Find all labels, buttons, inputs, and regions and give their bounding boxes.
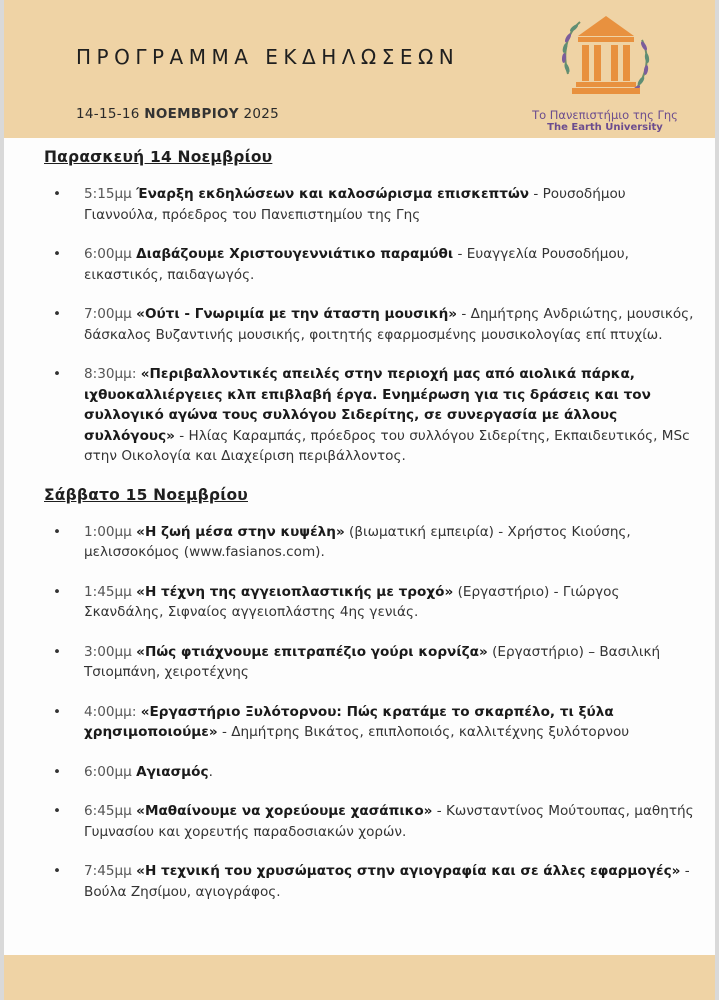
day-heading: Σάββατο 15 Νοεμβρίου xyxy=(44,485,248,504)
event-details: (Εργαστήριο) - Γιώργος Σκανδάλης, Σιφναίος αγγειοπλάστης 4ης γενιάς. xyxy=(84,583,620,620)
event-item xyxy=(44,861,694,902)
event-dates xyxy=(76,106,279,122)
event-item xyxy=(44,702,694,743)
page-title: ΠΡΟΓΡΑΜΜΑ ΕΚΔΗΛΩΣΕΩΝ xyxy=(76,45,460,69)
event-title: «Μαθαίνουμε να χορεύουμε χασάπικο» xyxy=(136,803,433,819)
header-banner xyxy=(4,0,715,138)
day-section-friday xyxy=(44,148,694,467)
event-item xyxy=(44,522,694,563)
dates-days: 14-15-16 xyxy=(76,106,145,122)
event-title: «Πώς φτιάχνουμε επιτραπέζιο γούρι κορνίζα» xyxy=(136,643,488,660)
event-details: - Ρουσοδήμου Γιαννούλα, πρόεδρος του Πανεπιστημίου της Γης xyxy=(84,186,626,223)
event-title: «Η τέχνη της αγγειοπλαστικής με τροχό» xyxy=(136,583,454,600)
dates-month: ΝΟΕΜΒΡΙΟΥ xyxy=(144,106,239,122)
event-item xyxy=(44,244,694,285)
event-title: «Η τεχνική του χρυσώματος στην αγιογραφία και σε άλλες εφαρμογές» xyxy=(136,863,681,879)
earth-university-logo xyxy=(530,12,680,132)
event-details: (βιωματική εμπειρία) - Χρήστος Κιούσης, μελισσοκόμος (www.fasianos.com). xyxy=(84,523,631,560)
event-item xyxy=(44,762,694,783)
temple-with-olive-wreath-icon xyxy=(558,12,654,104)
event-item xyxy=(44,364,694,467)
program-content xyxy=(44,148,694,921)
event-details: . xyxy=(208,763,213,780)
event-details: - Δημήτρης Ανδριώτης, μουσικός, δάσκαλος Βυζαντινής μουσικής, φοιτητής εφαρμοσμένης μουσικολογίας επί πτυχίω. xyxy=(84,306,694,343)
footer-banner xyxy=(4,955,715,1000)
event-time: 4:00μμ: xyxy=(84,703,141,720)
event-item xyxy=(44,642,694,683)
event-title: «Εργαστήριο Ξυλότορνου: Πώς κρατάμε το σκαρπέλο, τι ξύλα χρησιμοποιούμε» xyxy=(84,703,614,740)
event-title: Αγιασμός xyxy=(136,763,209,780)
event-time: 6:45μμ xyxy=(84,803,137,819)
logo-english-name: The Earth University xyxy=(547,122,663,133)
event-time: 1:45μμ xyxy=(84,583,137,600)
event-time: 6:00μμ xyxy=(84,763,137,780)
event-details: - Δημήτρης Βικάτος, επιπλοποιός, καλλιτέχνης ξυλότορνου xyxy=(217,724,630,740)
event-title: «Η ζωή μέσα στην κυψέλη» xyxy=(136,523,345,540)
event-details: - Βούλα Ζησίμου, αγιογράφος. xyxy=(84,863,690,900)
event-details: - Κωνσταντίνος Μούτουπας, μαθητής Γυμνασίου και χορευτής παραδοσιακών χορών. xyxy=(84,803,694,840)
program-page xyxy=(4,0,715,1000)
event-item xyxy=(44,801,694,842)
event-details: - Ηλίας Καραμπάς, πρόεδρος του συλλόγου Σιδερίτης, Εκπαιδευτικός, MSc στην Οικολογία και Διαχείριση περιβάλλοντος. xyxy=(84,427,690,464)
event-item xyxy=(44,184,694,225)
day-heading: Παρασκευή 14 Νοεμβρίου xyxy=(44,148,273,166)
event-title: Έναρξη εκδηλώσεων και καλοσώρισμα επισκεπτών xyxy=(136,186,530,202)
event-details: - Ευαγγελία Ρουσοδήμου, εικαστικός, παιδαγωγός. xyxy=(84,246,629,283)
event-time: 7:00μμ xyxy=(84,306,137,322)
event-item xyxy=(44,304,694,345)
event-title: «Ούτι - Γνωριμία με την άταστη μουσική» xyxy=(136,306,458,322)
event-time: 1:00μμ xyxy=(84,523,137,540)
event-item xyxy=(44,582,694,623)
event-list xyxy=(44,522,694,903)
logo-greek-name: Το Πανεπιστήμιο της Γης xyxy=(532,108,678,122)
event-title: Διαβάζουμε Χριστουγεννιάτικο παραμύθι xyxy=(136,246,454,262)
dates-year: 2025 xyxy=(238,106,280,122)
event-time: 6:00μμ xyxy=(84,246,137,262)
event-details: (Εργαστήριο) – Βασιλική Τσιομπάνη, χειροτέχνης xyxy=(84,643,661,680)
event-time: 3:00μμ xyxy=(84,643,137,660)
event-time: 8:30μμ: xyxy=(84,366,141,382)
event-title: «Περιβαλλοντικές απειλές στην περιοχή μας από αιολικά πάρκα, ιχθυοκαλλιέργειες κλπ επιβλαβή έργα. Ενημέρωση για τις δράσεις και τον συλλογικό αγώνα τους συλλόγου Σιδερίτης, σε συνεργασία με άλλους συλλόγους» xyxy=(84,366,651,444)
day-section-saturday xyxy=(44,486,694,903)
event-list xyxy=(44,184,694,467)
event-time: 7:45μμ xyxy=(84,863,137,879)
event-time: 5:15μμ xyxy=(84,186,137,202)
